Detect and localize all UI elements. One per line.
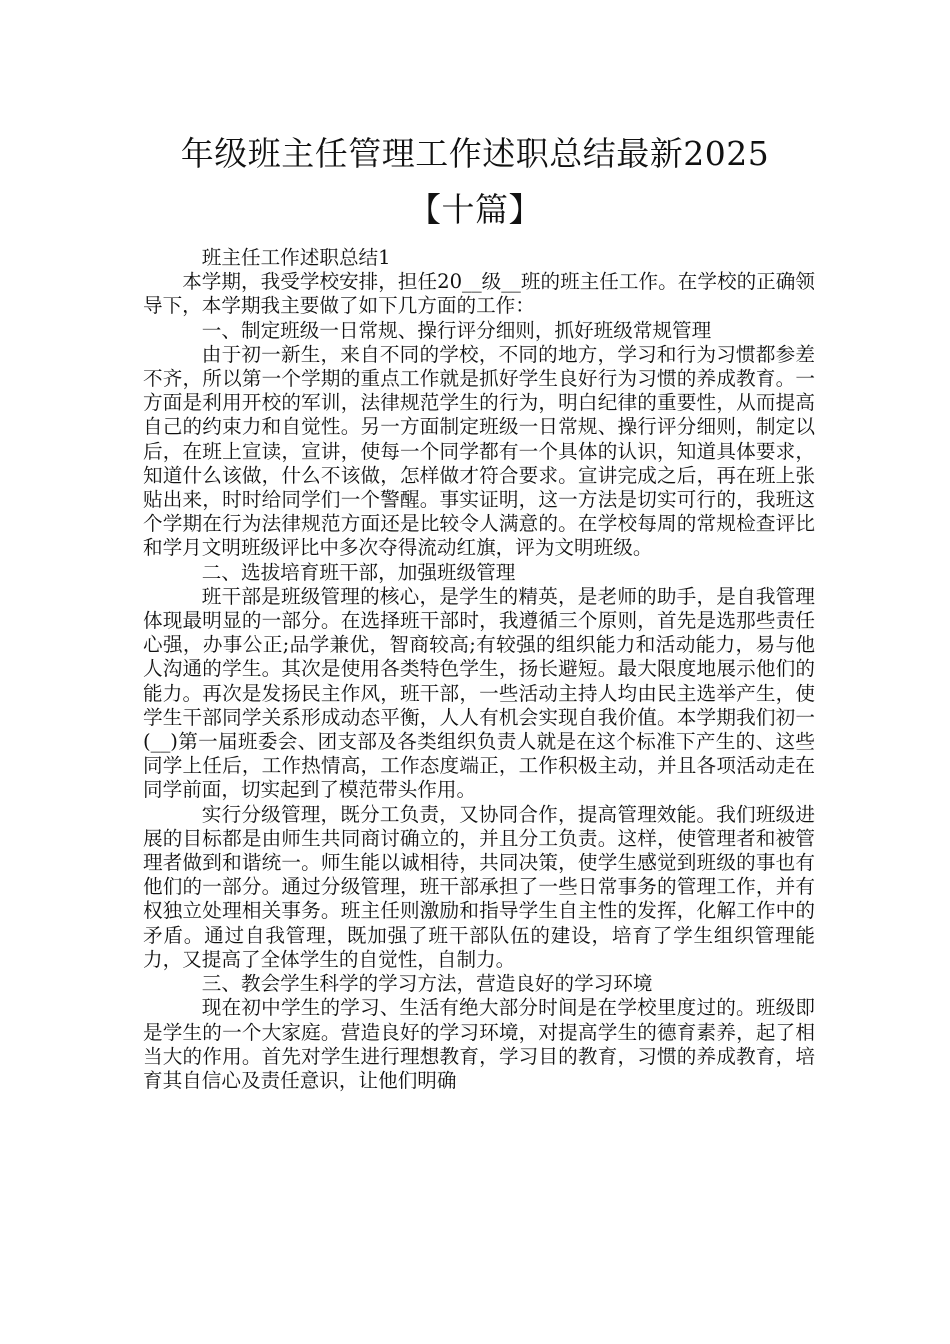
document-title [100, 126, 850, 238]
paragraph: 现在初中学生的学习、生活有绝大部分时间是在学校里度过的。班级即是学生的一个大家庭。营造良好的学习环境，对提高学生的德育素养，起了相当大的作用。首先对学生进行理想教育，学习目的教育，习惯的养成教育，培育其自信心及责任意识，让他们明确 [143, 996, 815, 1092]
paragraph: 班干部是班级管理的核心，是学生的精英，是老师的助手，是自我管理体现最明显的一部分。在选择班干部时，我遵循三个原则，首先是选那些责任心强，办事公正;品学兼优，智商较高;有较强的组织能力和活动能力，易与他人沟通的学生。其次是使用各类特色学生，扬长避短。最大限度地展示他们的能力。再次是发扬民主作风，班干部，一些活动主持人均由民主选举产生，使学生干部同学关系形成动态平衡，人人有机会实现自我价值。本学期我们初一(__)第一届班委会、团支部及各类组织负责人就是在这个标准下产生的、这些同学上任后，工作热情高，工作态度端正，工作积极主动，并且各项活动走在同学前面，切实起到了模范带头作用。 [143, 584, 815, 802]
paragraph: 实行分级管理，既分工负责，又协同合作，提高管理效能。我们班级进展的目标都是由师生共同商讨确立的，并且分工负责。这样，使管理者和被管理者做到和谐统一。师生能以诚相待，共同决策，使学生感觉到班级的事也有他们的一部分。通过分级管理，班干部承担了一些日常事务的管理工作，并有权独立处理相关事务。班主任则激励和指导学生自主性的发挥，化解工作中的矛盾。通过自我管理，既加强了班干部队伍的建设，培育了学生组织管理能力，又提高了全体学生的自觉性，自制力。 [143, 802, 815, 971]
subheading: 二、选拔培育班干部，加强班级管理 [201, 560, 516, 584]
paragraph: 本学期，我受学校安排，担任20__级__班的班主任工作。在学校的正确领导下，本学期我主要做了如下几方面的工作： [143, 270, 815, 318]
subheading: 三、教会学生科学的学习方法，营造良好的学习环境 [201, 972, 653, 996]
paragraph: 由于初一新生，来自不同的学校，不同的地方，学习和行为习惯都参差不齐，所以第一个学期的重点工作就是抓好学生良好行为习惯的养成教育。一方面是利用开校的军训，法律规范学生的行为，明白纪律的重要性，从而提高自己的约束力和自觉性。另一方面制定班级一日常规、操行评分细则，制定以后，在班上宣读，宣讲，使每一个同学都有一个具体的认识，知道具体要求，知道什么该做，什么不该做，怎样做才符合要求。宣讲完成之后，再在班上张贴出来，时时给同学们一个警醒。事实证明，这一方法是切实可行的，我班这个学期在行为法律规范方面还是比较令人满意的。在学校每周的常规检查评比和学月文明班级评比中多次夺得流动红旗，评为文明班级。 [143, 342, 815, 560]
subheading: 一、制定班级一日常规、操行评分细则，抓好班级常规管理 [201, 318, 712, 342]
title-line-1: 年级班主任管理工作述职总结最新2025 [180, 134, 770, 173]
section-heading: 班主任工作述职总结1 [201, 246, 391, 269]
title-line-2: 【十篇】 [408, 190, 542, 229]
document-body [143, 246, 815, 1093]
